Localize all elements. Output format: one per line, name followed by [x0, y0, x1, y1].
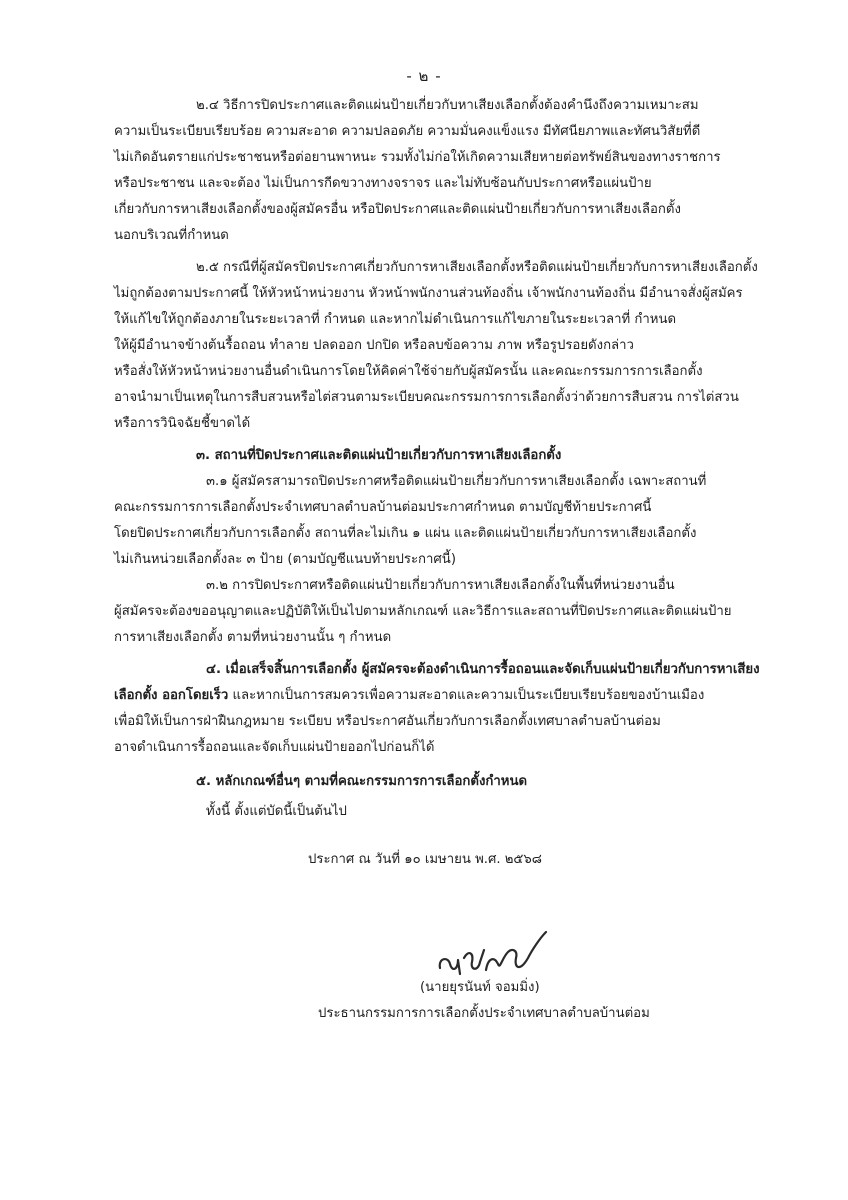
- paragraph-3-2-line: ๓.๒ การปิดประกาศหรือติดแผ่นป้ายเกี่ยวกับการหาเสียงเลือกตั้งในพื้นที่หน่วยงานอื่น: [206, 578, 675, 593]
- signer-title: ประธานกรรมการการเลือกตั้งประจำเทศบาลตำบลบ้านต่อม: [318, 1006, 650, 1021]
- paragraph-3-1-line: คณะกรรมการการเลือกตั้งประจำเทศบาลตำบลบ้านต่อมประกาศกำหนด ตามบัญชีท้ายประกาศนี้: [114, 500, 652, 515]
- paragraph-2-5-line: หรือการวินิจฉัยชี้ขาดได้: [114, 416, 251, 431]
- paragraph-2-5-line: ไม่ถูกต้องตามประกาศนี้ ให้หัวหน้าหน่วยงาน หัวหน้าพนักงานส่วนท้องถิ่น เจ้าพนักงานท้องถิ่น มีอำนาจสั่งผู้สมัคร: [114, 286, 743, 301]
- paragraph-3-1-line: โดยปิดประกาศเกี่ยวกับการเลือกตั้ง สถานที่ละไม่เกิน ๑ แผ่น และติดแผ่นป้ายเกี่ยวกับการหาเสียงเลือกตั้ง: [114, 526, 697, 541]
- paragraph-2-4-line: หรือประชาชน และจะต้อง ไม่เป็นการกีดขวางทางจราจร และไม่ทับซ้อนกับประกาศหรือแผ่นป้าย: [114, 176, 652, 191]
- paragraph-3-2-line: ผู้สมัครจะต้องขออนุญาตและปฏิบัติให้เป็นไปตามหลักเกณฑ์ และวิธีการและสถานที่ปิดประกาศและติดแผ่นป้าย: [114, 604, 732, 619]
- paragraph-2-5-line: ให้ผู้มีอำนาจข้างต้นรื้อถอน ทำลาย ปลดออก ปกปิด หรือลบข้อความ ภาพ หรือรูปรอยดังกล่าว: [114, 338, 634, 353]
- section-4-line: ๔. เมื่อเสร็จสิ้นการเลือกตั้ง ผู้สมัครจะต้องดำเนินการรื้อถอนและจัดเก็บแผ่นป้ายเกี่ยวกับการหาเสียง: [206, 662, 760, 677]
- section-4-line: [114, 684, 764, 708]
- paragraph-3-2-line: การหาเสียงเลือกตั้ง ตามที่หน่วยงานนั้น ๆ กำหนด: [114, 630, 392, 645]
- paragraph-2-4-line: นอกบริเวณที่กำหนด: [114, 228, 229, 243]
- paragraph-3-1-line: ๓.๑ ผู้สมัครสามารถปิดประกาศหรือติดแผ่นป้ายเกี่ยวกับการหาเสียงเลือกตั้ง เฉพาะสถานที่: [206, 474, 707, 489]
- section-4-continuation: และหากเป็นการสมควรเพื่อความสะอาดและความเป็นระเบียบเรียบร้อยของบ้านเมือง: [228, 688, 705, 703]
- closing-line: ทั้งนี้ ตั้งแต่บัดนี้เป็นต้นไป: [206, 804, 347, 819]
- paragraph-2-5-line: ให้แก้ไขให้ถูกต้องภายในระยะเวลาที่ กำหนด และหากไม่ดำเนินการแก้ไขภายในระยะเวลาที่ กำหนด: [114, 312, 677, 327]
- paragraph-2-5-line: ๒.๕ กรณีที่ผู้สมัครปิดประกาศเกี่ยวกับการหาเสียงเลือกตั้งหรือติดแผ่นป้ายเกี่ยวกับการหาเสียงเลือกตั้ง: [196, 260, 758, 275]
- section-5-heading: ๕. หลักเกณฑ์อื่นๆ ตามที่คณะกรรมการการเลือกตั้งกำหนด: [196, 774, 528, 789]
- paragraph-2-5-line: หรือสั่งให้หัวหน้าหน่วยงานอื่นดำเนินการโดยให้คิดค่าใช้จ่ายกับผู้สมัครนั้น และคณะกรรมการการเลือกตั้ง: [114, 364, 703, 379]
- paragraph-2-4-line: ความเป็นระเบียบเรียบร้อย ความสะอาด ความปลอดภัย ความมั่นคงแข็งแรง มีทัศนียภาพและทัศนวิสัยที่ดี: [114, 124, 701, 139]
- section-4-line: เพื่อมิให้เป็นการฝ่าฝืนกฎหมาย ระเบียบ หรือประกาศอันเกี่ยวกับการเลือกตั้งเทศบาลตำบลบ้านต่อม: [114, 714, 661, 729]
- announcement-date: ประกาศ ณ วันที่ ๑๐ เมษายน พ.ศ. ๒๕๖๘: [308, 852, 542, 867]
- section-3-heading: ๓. สถานที่ปิดประกาศและติดแผ่นป้ายเกี่ยวกับการหาเสียงเลือกตั้ง: [196, 448, 562, 463]
- paragraph-2-4-line: เกี่ยวกับการหาเสียงเลือกตั้งของผู้สมัครอื่น หรือปิดประกาศและติดแผ่นป้ายเกี่ยวกับการหาเสียงเลือกตั้ง: [114, 202, 681, 217]
- paragraph-2-4-line: ไม่เกิดอันตรายแก่ประชาชนหรือต่อยานพาหนะ รวมทั้งไม่ก่อให้เกิดความเสียหายต่อทรัพย์สินของทางราชการ: [114, 150, 721, 165]
- paragraph-2-4-line: ๒.๔ วิธีการปิดประกาศและติดแผ่นป้ายเกี่ยวกับหาเสียงเลือกตั้งต้องคำนึงถึงความเหมาะสม: [196, 98, 699, 113]
- section-4-emphasis: เลือกตั้ง ออกโดยเร็ว: [114, 688, 229, 703]
- paragraph-2-5-line: อาจนำมาเป็นเหตุในการสืบสวนหรือไต่สวนตามระเบียบคณะกรรมการการเลือกตั้งว่าด้วยการสืบสวน การไต่สวน: [114, 390, 739, 405]
- paragraph-3-1-line: ไม่เกินหน่วยเลือกตั้งละ ๓ ป้าย (ตามบัญชีแนบท้ายประกาศนี้): [114, 552, 456, 567]
- page-number: - ๒ -: [406, 67, 442, 85]
- signer-name: (นายยุรนันท์ จอมมิ่ง): [420, 980, 540, 995]
- section-4-line: อาจดำเนินการรื้อถอนและจัดเก็บแผ่นป้ายออกไปก่อนก็ได้: [114, 740, 435, 755]
